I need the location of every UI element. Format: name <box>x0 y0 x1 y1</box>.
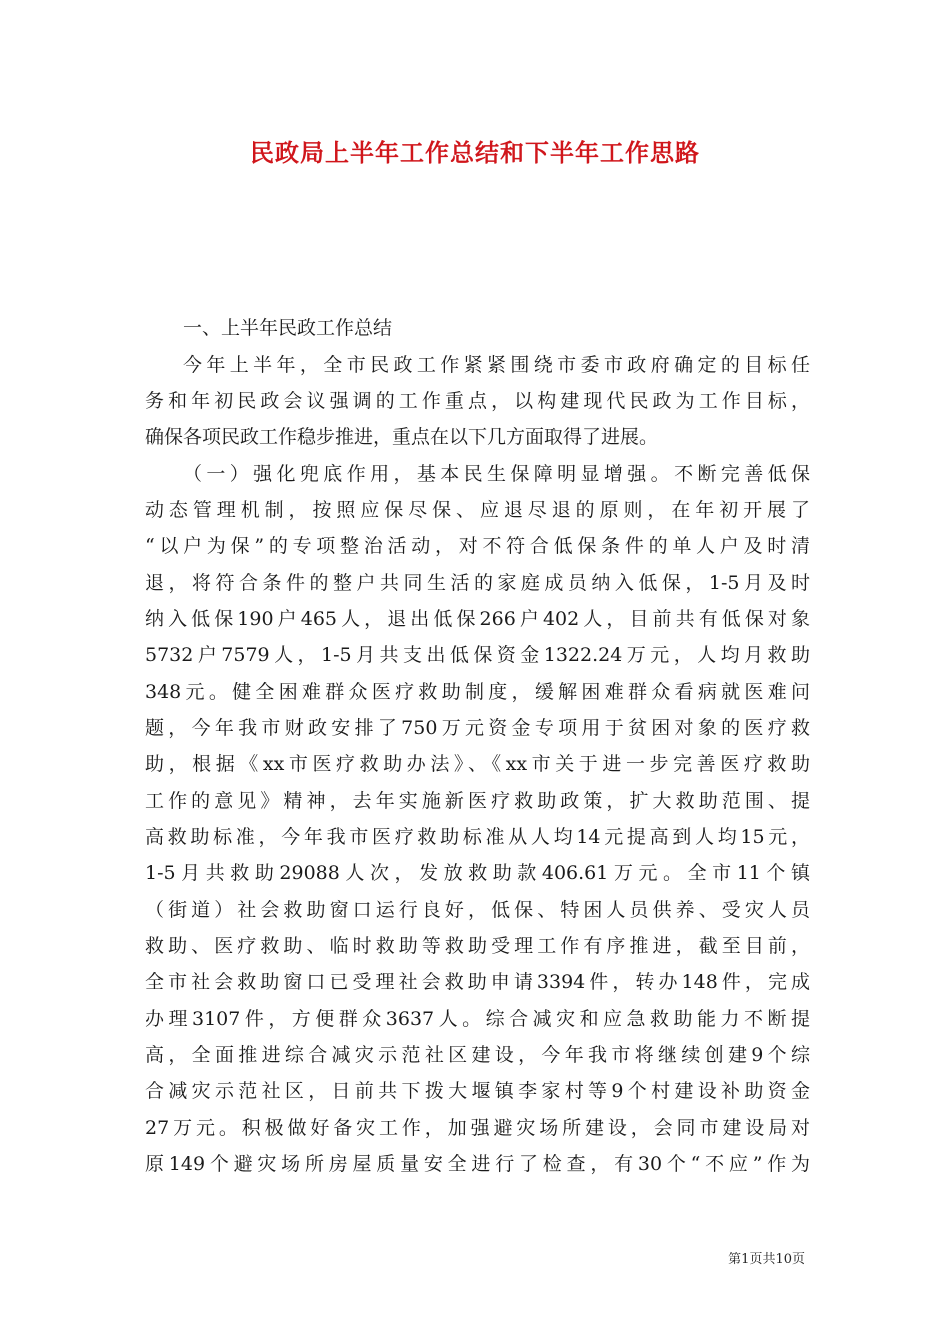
body-line: 动态管理机制，按照应保尽保、应退尽退的原则，在年初开展了 <box>145 499 810 521</box>
body-line: 348元。健全困难群众医疗救助制度，缓解困难群众看病就医难问 <box>145 681 810 703</box>
body-line: 纳入低保190户465人，退出低保266户402人，目前共有低保对象 <box>145 608 810 630</box>
body-line: 退，将符合条件的整户共同生活的家庭成员纳入低保，1-5月及时 <box>145 572 810 594</box>
body-line: 救助、医疗救助、临时救助等救助受理工作有序推进，截至目前， <box>145 935 810 957</box>
body-line: 务和年初民政会议强调的工作重点，以构建现代民政为工作目标， <box>145 390 810 412</box>
body-line: 高，全面推进综合减灾示范社区建设，今年我市将继续创建9个综 <box>145 1044 810 1066</box>
section-heading: 一、上半年民政工作总结 <box>183 317 393 339</box>
body-line: 合减灾示范社区，日前共下拨大堰镇李家村等9个村建设补助资金 <box>145 1080 810 1102</box>
body-line: 高救助标准，今年我市医疗救助标准从人均14元提高到人均15元， <box>145 826 810 848</box>
body-line: 1-5月共救助29088人次，发放救助款406.61万元。全市11个镇 <box>145 862 810 884</box>
body-line: 确保各项民政工作稳步推进，重点在以下几方面取得了进展。 <box>145 426 659 448</box>
body-line: （一）强化兜底作用，基本民生保障明显增强。不断完善低保 <box>183 463 810 485</box>
body-line: 全市社会救助窗口已受理社会救助申请3394件，转办148件，完成 <box>145 971 810 993</box>
page-number: 第1页共10页 <box>728 1252 805 1267</box>
body-line: 助，根据《xx市医疗救助办法》、《xx市关于进一步完善医疗救助 <box>145 753 810 775</box>
body-line: 27万元。积极做好备灾工作，加强避灾场所建设，会同市建设局对 <box>145 1117 810 1139</box>
page-title: 民政局上半年工作总结和下半年工作思路 <box>250 138 700 167</box>
body-line: （街道）社会救助窗口运行良好，低保、特困人员供养、受灾人员 <box>145 899 810 921</box>
body-line: 今年上半年，全市民政工作紧紧围绕市委市政府确定的目标任 <box>183 354 810 376</box>
body-line: 办理3107件，方便群众3637人。综合减灾和应急救助能力不断提 <box>145 1008 810 1030</box>
body-line: 工作的意见》精神，去年实施新医疗救助政策，扩大救助范围、提 <box>145 790 810 812</box>
body-line: 5732户7579人，1-5月共支出低保资金1322.24万元，人均月救助 <box>145 644 810 666</box>
body-line: 题，今年我市财政安排了750万元资金专项用于贫困对象的医疗救 <box>145 717 810 739</box>
body-line: “以户为保”的专项整治活动，对不符合低保条件的单人户及时清 <box>145 535 810 557</box>
body-line: 原149个避灾场所房屋质量安全进行了检查，有30个“不应”作为 <box>145 1153 810 1175</box>
